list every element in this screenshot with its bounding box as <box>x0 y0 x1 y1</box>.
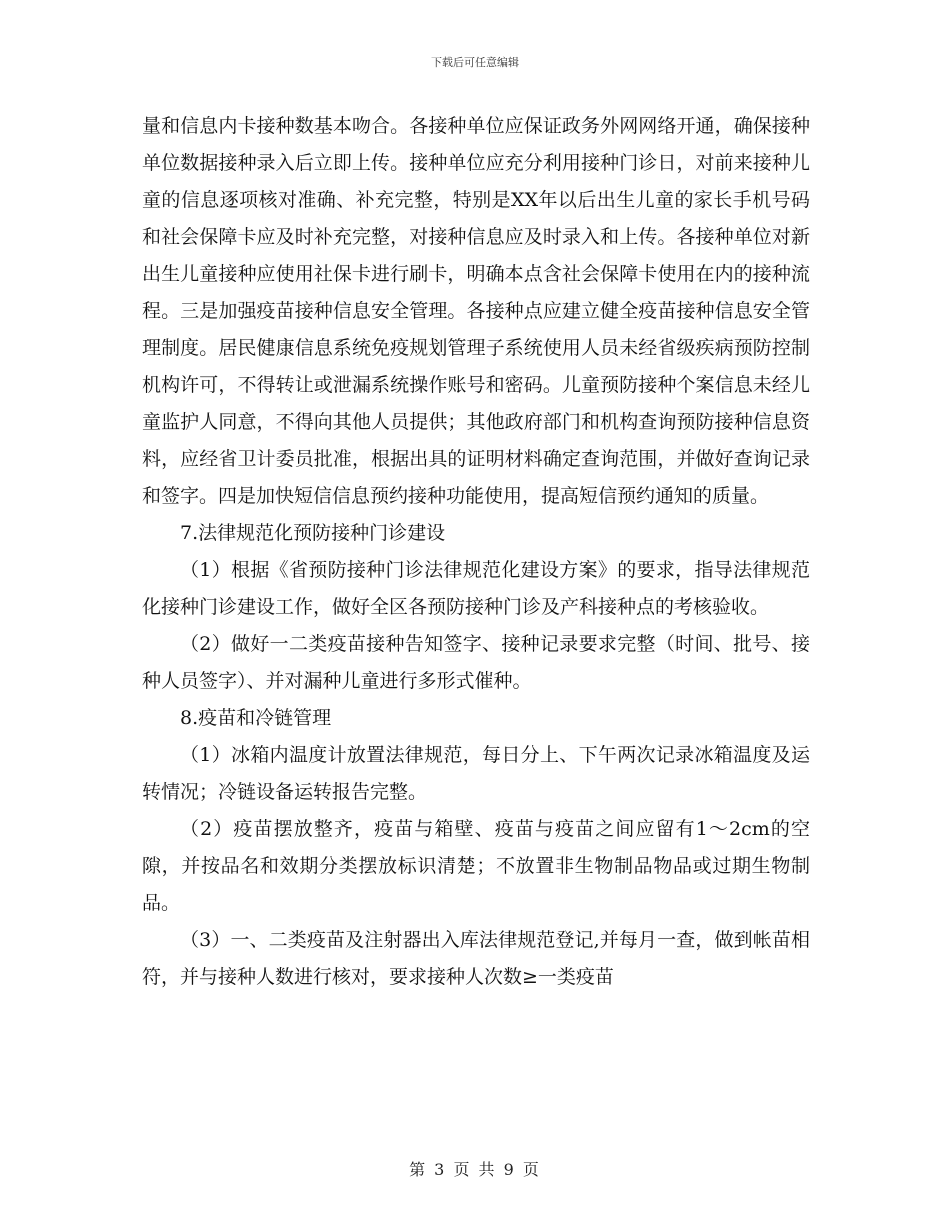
page-footer: 第 3 页 共 9 页 <box>409 1160 541 1179</box>
section-heading: 8.疫苗和冷链管理 <box>180 707 332 729</box>
paragraph: （3）一、二类疫苗及注射器出入库法律规范登记,并每月一查，做到帐苗相符，并与接种人数进行核对，要求接种人次数≥一类疫苗 <box>142 929 810 988</box>
paragraph: （2）做好一二类疫苗接种告知签字、接种记录要求完整（时间、批号、接种人员签字）、并对漏种儿童进行多形式催种。 <box>142 633 810 692</box>
paragraph: （1）根据《省预防接种门诊法律规范化建设方案》的要求，指导法律规范化接种门诊建设工作，做好全区各预防接种门诊及产科接种点的考核验收。 <box>142 559 810 618</box>
document-body <box>142 108 810 996</box>
paragraph: 量和信息内卡接种数基本吻合。各接种单位应保证政务外网网络开通，确保接种单位数据接种录入后立即上传。接种单位应充分利用接种门诊日，对前来接种儿童的信息逐项核对准确、补充完整，特别是XX年以后出生儿童的家长手机号码和社会保障卡应及时补充完整，对接种信息应及时录入和上传。各接种单位对新出生儿童接种应使用社保卡进行刷卡，明确本点含社会保障卡使用在内的接种流程。三是加强疫苗接种信息安全管理。各接种点应建立健全疫苗接种信息安全管理制度。居民健康信息系统免疫规划管理子系统使用人员未经省级疾病预防控制机构许可，不得转让或泄漏系统操作账号和密码。儿童预防接种个案信息未经儿童监护人同意，不得向其他人员提供；其他政府部门和机构查询预防接种信息资料，应经省卫计委员批准，根据出具的证明材料确定查询范围，并做好查询记录和签字。四是加快短信信息预约接种功能使用，提高短信预约通知的质量。 <box>142 115 810 507</box>
page-header: 下载后可任意编辑 <box>431 56 519 69</box>
paragraph: （1）冰箱内温度计放置法律规范，每日分上、下午两次记录冰箱温度及运转情况；冷链设备运转报告完整。 <box>142 744 810 803</box>
section-heading: 7.法律规范化预防接种门诊建设 <box>180 522 446 544</box>
paragraph: （2）疫苗摆放整齐，疫苗与箱壁、疫苗与疫苗之间应留有1～2cm的空隙，并按品名和效期分类摆放标识清楚；不放置非生物制品物品或过期生物制品。 <box>142 818 810 914</box>
